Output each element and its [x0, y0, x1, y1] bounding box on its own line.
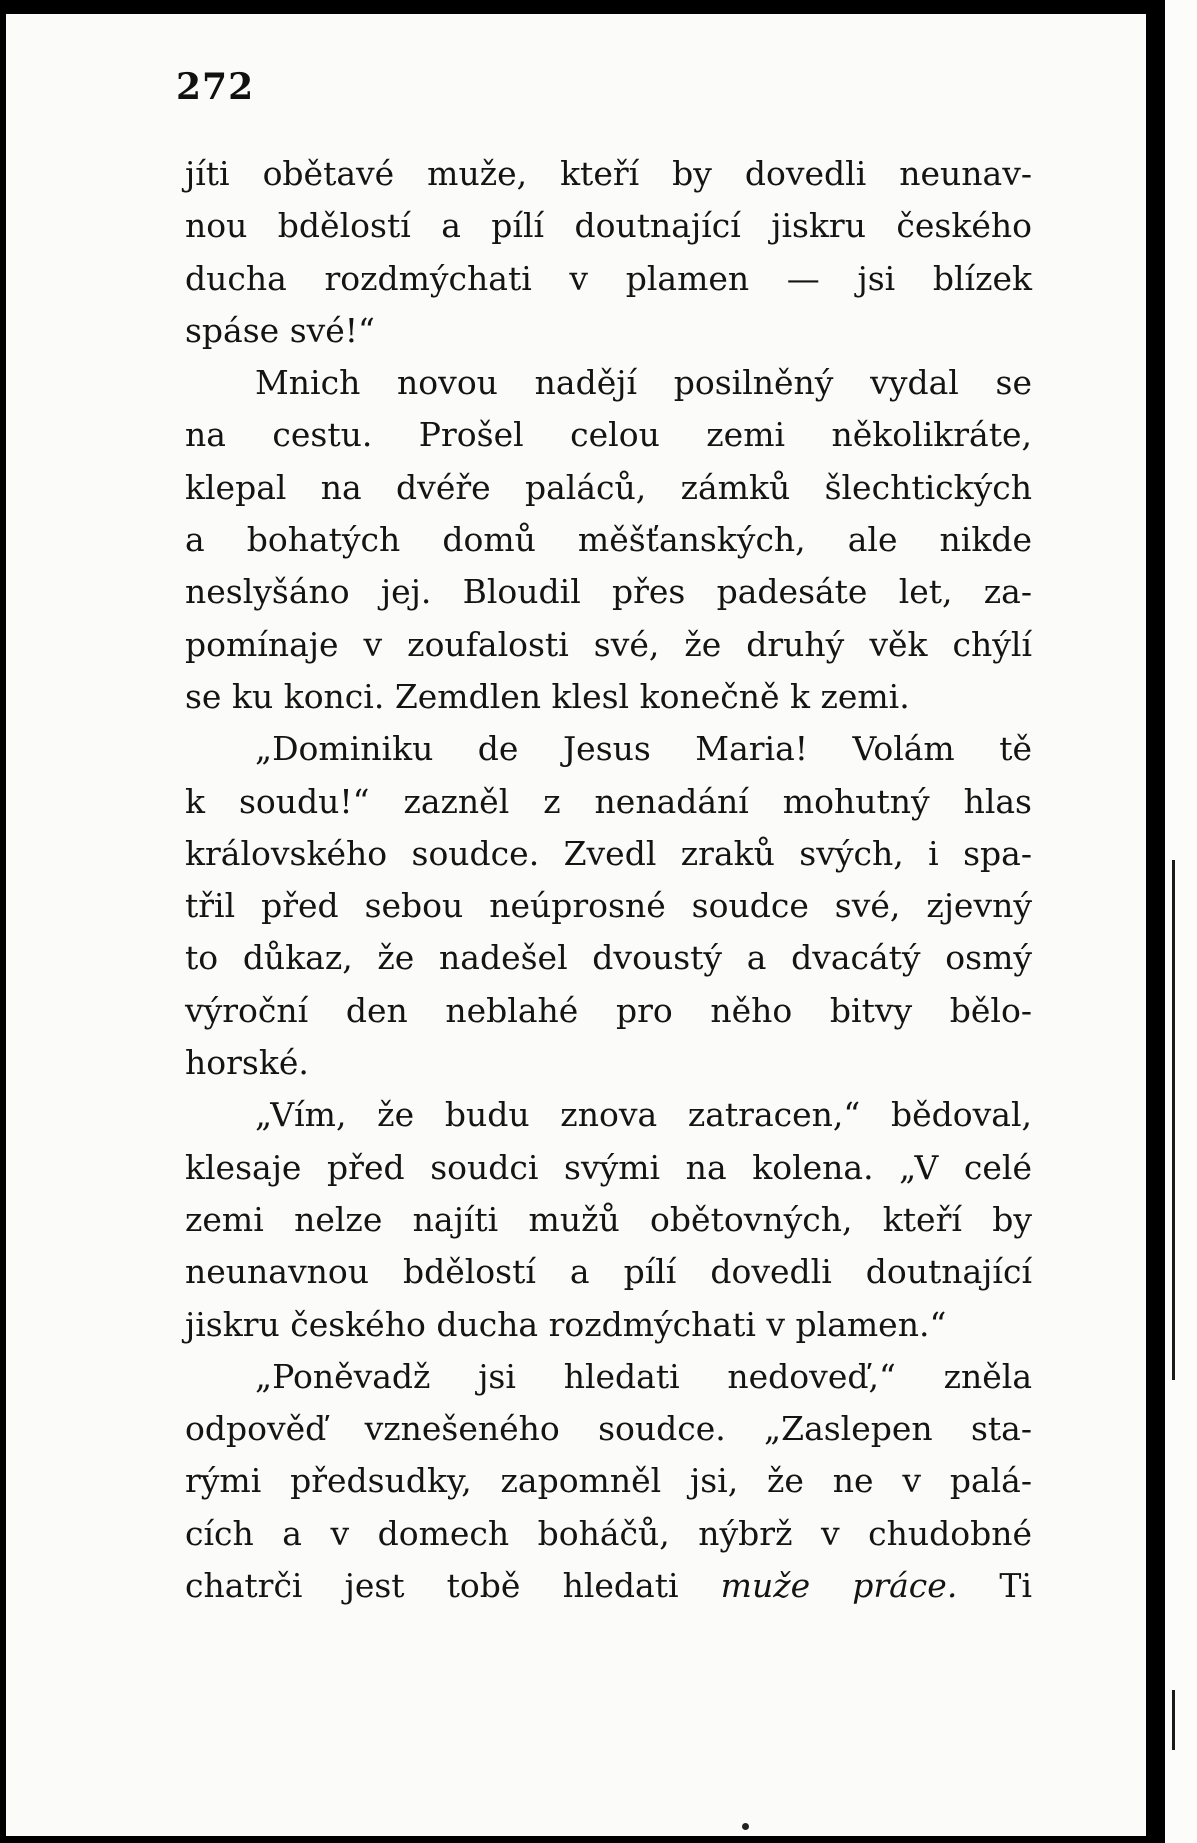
text-line: královského soudce. Zvedl zraků svých, i spa- — [185, 833, 1032, 873]
text-line: pomínaje v zoufalosti své, že druhý věk chýlí — [185, 624, 1032, 664]
text-line: neslyšáno jej. Bloudil přes padesáte let, za- — [185, 572, 1032, 612]
text-line: horské. — [185, 1043, 309, 1083]
text-line: to důkaz, že nadešel dvoustý a dvacátý osmý — [185, 938, 1032, 978]
text-line: ducha rozdmýchati v plamen — jsi blízek — [185, 258, 1032, 298]
edge-shadow-line — [1172, 860, 1175, 1380]
text-line: se ku konci. Zemdlen klesl konečně k zemi. — [185, 676, 910, 716]
text-line: výroční den neblahé pro něho bitvy bělo- — [185, 990, 1032, 1030]
text-line: a bohatých domů měšťanských, ale nikde — [185, 520, 1032, 560]
text-line: zemi nelze najíti mužů obětovných, kteří by — [185, 1199, 1032, 1239]
text-line: cích a v domech boháčů, nýbrž v chudobné — [185, 1513, 1032, 1553]
text-run: Ti — [957, 1566, 1032, 1606]
body-text — [185, 148, 1032, 1612]
text-line: „Poněvadž jsi hledati nedoveď,“ zněla — [255, 1356, 1032, 1396]
edge-shadow-line — [1172, 1690, 1175, 1750]
text-line: rými předsudky, zapomněl jsi, že ne v palá- — [185, 1461, 1032, 1501]
text-line: nou bdělostí a pílí doutnající jiskru českého — [185, 206, 1032, 246]
text-line: klesaje před soudci svými na kolena. „V celé — [185, 1147, 1032, 1187]
text-line: odpověď vznešeného soudce. „Zaslepen sta- — [185, 1409, 1032, 1449]
text-run: chatrči jest tobě hledati — [185, 1566, 721, 1606]
page-number: 272 — [176, 66, 255, 108]
italic-phrase: muže práce. — [720, 1566, 958, 1606]
text-line: k soudu!“ zazněl z nenadání mohutný hlas — [185, 781, 1032, 821]
text-line: klepal na dvéře paláců, zámků šlechtických — [185, 467, 1032, 507]
scan-speck — [742, 1823, 749, 1830]
text-line: Mnich novou nadějí posilněný vydal se — [255, 363, 1032, 403]
text-line-last — [185, 1560, 1032, 1612]
text-line: na cestu. Prošel celou zemi několikráte, — [185, 415, 1032, 455]
text-line: jíti obětavé muže, kteří by dovedli neunav- — [185, 154, 1032, 193]
text-line: třil před sebou neúprosné soudce své, zjevný — [185, 886, 1032, 926]
text-line: spáse své!“ — [185, 310, 375, 350]
text-line: „Vím, že budu znova zatracen,“ bědoval, — [255, 1095, 1032, 1135]
text-line: neunavnou bdělostí a pílí dovedli doutnající — [185, 1252, 1032, 1292]
adjacent-page-edge — [1165, 0, 1197, 1843]
text-line: „Dominiku de Jesus Maria! Volám tě — [255, 729, 1032, 769]
text-line: jiskru českého ducha rozdmýchati v plamen.“ — [185, 1304, 947, 1344]
